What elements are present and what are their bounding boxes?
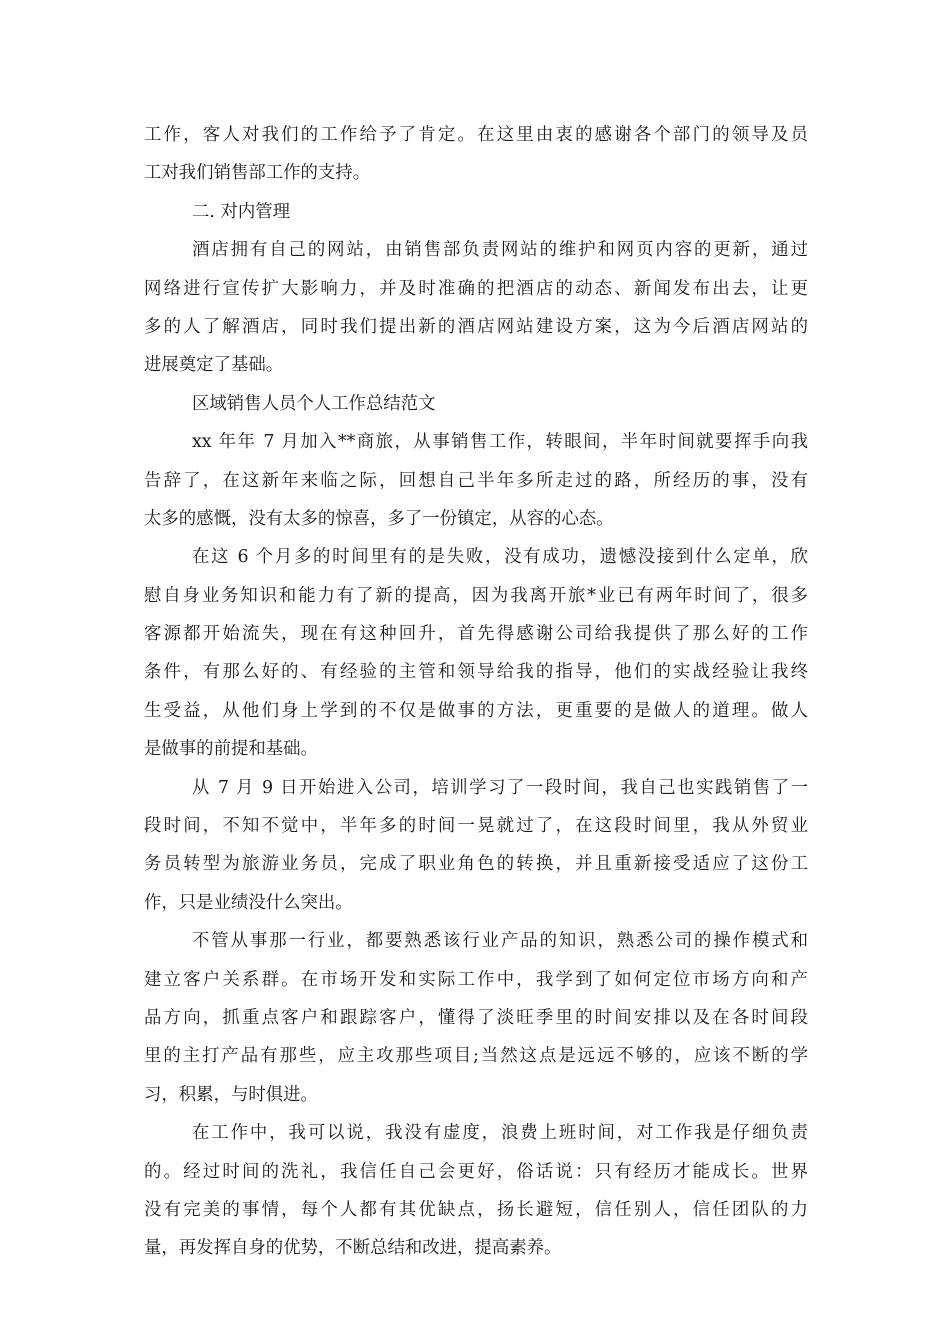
text-line: 二. 对内管理 xyxy=(192,201,291,222)
document-body xyxy=(144,116,808,1268)
text-line: 工对我们销售部工作的支持。 xyxy=(144,163,371,184)
text-line: 告辞了，在这新年来临之际，回想自己半年多所走过的路，所经历的事，没有 xyxy=(144,470,808,491)
text-line: 作，只是业绩没什么突出。 xyxy=(144,892,353,913)
text-line: 段时间，不知不觉中，半年多的时间一晃就过了，在这段时间里，我从外贸业 xyxy=(144,816,808,837)
text-line: 不管从事那一行业，都要熟悉该行业产品的知识，熟悉公司的操作模式和 xyxy=(192,931,808,952)
text-line: 生受益，从他们身上学到的不仅是做事的方法，更重要的是做人的道理。做人 xyxy=(144,700,808,721)
text-line: 在工作中，我可以说，我没有虚度，浪费上班时间，对工作我是仔细负责 xyxy=(192,1123,808,1144)
text-line: 品方向，抓重点客户和跟踪客户，懂得了淡旺季里的时间安排以及在各时间段 xyxy=(144,1007,808,1028)
text-line: 是做事的前提和基础。 xyxy=(144,739,318,760)
text-line: 没有完美的事情，每个人都有其优缺点，扬长避短，信任别人，信任团队的力 xyxy=(144,1199,808,1220)
text-line: 条件，有那么好的、有经验的主管和领导给我的指导，他们的实战经验让我终 xyxy=(144,662,808,683)
text-line: 里的主打产品有那些，应主攻那些项目;当然这点是远远不够的，应该不断的学 xyxy=(144,1046,808,1067)
text-line: 的。经过时间的洗礼，我信任自己会更好，俗话说：只有经历才能成长。世界 xyxy=(144,1161,808,1182)
text-line: 从 7 月 9 日开始进入公司，培训学习了一段时间，我自己也实践销售了一 xyxy=(192,777,808,798)
text-line: 工作，客人对我们的工作给予了肯定。在这里由衷的感谢各个部门的领导及员 xyxy=(144,125,808,145)
text-line: 量，再发挥自身的优势，不断总结和改进，提高素养。 xyxy=(144,1238,562,1259)
text-line: 客源都开始流失，现在有这种回升，首先得感谢公司给我提供了那么好的工作 xyxy=(144,624,808,645)
text-line: xx 年年 7 月加入**商旅，从事销售工作，转眼间，半年时间就要挥手向我 xyxy=(192,432,808,453)
text-line: 在这 6 个月多的时间里有的是失败，没有成功，遗憾没接到什么定单，欣 xyxy=(192,547,808,568)
text-line: 酒店拥有自己的网站，由销售部负责网站的维护和网页内容的更新，通过 xyxy=(192,240,808,261)
text-line: 建立客户关系群。在市场开发和实际工作中，我学到了如何定位市场方向和产 xyxy=(144,969,808,990)
text-line: 务员转型为旅游业务员，完成了职业角色的转换，并且重新接受适应了这份工 xyxy=(144,854,808,875)
text-line: 多的人了解酒店，同时我们提出新的酒店网站建设方案，这为今后酒店网站的 xyxy=(144,316,808,337)
text-line: 进展奠定了基础。 xyxy=(144,355,284,376)
text-line: 慰自身业务知识和能力有了新的提高，因为我离开旅*业已有两年时间了，很多 xyxy=(144,585,808,606)
text-line: 习，积累，与时俱进。 xyxy=(144,1084,318,1105)
text-line: 网络进行宣传扩大影响力，并及时准确的把酒店的动态、新闻发布出去，让更 xyxy=(144,278,808,299)
text-line: 区域销售人员个人工作总结范文 xyxy=(192,393,436,414)
text-line: 太多的感慨，没有太多的惊喜，多了一份镇定，从容的心态。 xyxy=(144,508,614,529)
